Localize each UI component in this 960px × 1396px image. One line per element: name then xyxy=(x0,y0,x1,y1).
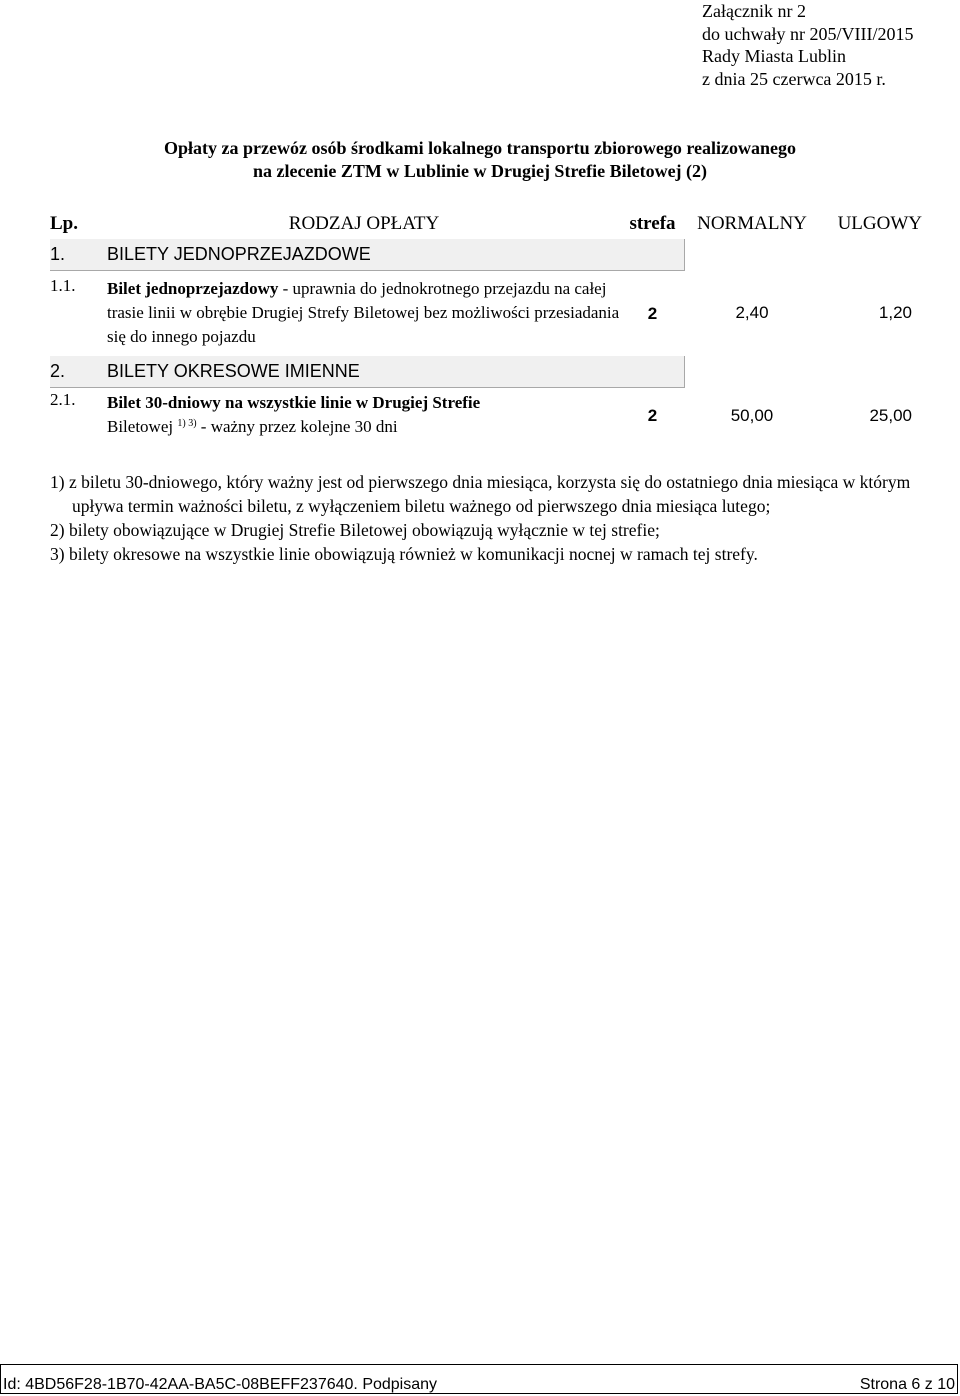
title-line-2: na zlecenie ZTM w Lublinie w Drugiej Strefie Biletowej (2) xyxy=(252,161,708,181)
item-number: 1.1. xyxy=(50,276,76,295)
attachment-header xyxy=(702,0,913,90)
page-footer xyxy=(0,1364,958,1394)
document-title xyxy=(0,137,960,183)
footnote-3: 3) bilety okresowe na wszystkie linie obowiązują również w komunikacji nocnej w ramach tej strefy. xyxy=(50,544,758,564)
section-row xyxy=(50,356,922,388)
footnote-reference: 1) 3) xyxy=(177,418,197,429)
fees-table xyxy=(50,208,922,444)
item-zone: 2 xyxy=(647,406,658,425)
signature-id: Id: 4BD56F28-1B70-42AA-BA5C-08BEFF237640. Podpisany xyxy=(3,1376,438,1393)
header-lp: Lp. xyxy=(50,212,78,234)
header-fee-type: RODZAJ OPŁATY xyxy=(288,212,440,234)
footnote-2: 2) bilety obowiązujące w Drugiej Strefie Biletowej obowiązują wyłącznie w tej strefie; xyxy=(50,520,660,540)
section-row xyxy=(50,239,922,271)
item-description xyxy=(107,271,621,357)
item-normal-price: 50,00 xyxy=(730,405,774,425)
item-reduced-price: 1,20 xyxy=(878,303,912,323)
section-zone-cell xyxy=(621,356,684,388)
item-detail-b: - ważny przez kolejne 30 dni xyxy=(196,417,398,436)
header-normal: NORMALNY xyxy=(697,212,807,234)
item-detail-a: Biletowej xyxy=(107,417,178,436)
section-empty-cell xyxy=(684,239,922,271)
item-name: Bilet jednoprzejazdowy xyxy=(107,279,279,298)
item-name: Bilet 30-dniowy na wszystkie linie w Drugiej Strefie xyxy=(107,393,481,412)
item-zone: 2 xyxy=(647,303,658,323)
section-label: BILETY OKRESOWE IMIENNE xyxy=(107,356,621,388)
item-description xyxy=(107,388,621,445)
header-reduced: ULGOWY xyxy=(837,212,922,234)
attachment-number: Załącznik nr 2 xyxy=(702,1,806,21)
item-detail: - uprawnia do jednokrotnego przejazdu na całej trasie linii w obrębie Drugiej Strefy Biletowej bez możliwości przesiadania się do innego pojazdu xyxy=(107,279,620,346)
resolution-number: do uchwały nr 205/VIII/2015 xyxy=(702,23,914,44)
page-number: Strona 6 z 10 xyxy=(859,1376,955,1393)
item-reduced-price: 25,00 xyxy=(869,405,912,425)
footnote-1: 1) z biletu 30-dniowego, który ważny jest od pierwszego dnia miesiąca, korzysta się do ostatniego dnia miesiąca w którym upływa termin ważności biletu, z wyłączeniem biletu ważnego od pierwszego dnia miesiąca lutego; xyxy=(50,472,911,516)
item-number: 2.1. xyxy=(50,390,76,409)
council-name: Rady Miasta Lublin xyxy=(702,46,846,66)
table-row xyxy=(50,271,922,357)
item-normal-price: 2,40 xyxy=(735,303,769,323)
section-label: BILETY JEDNOPRZEJAZDOWE xyxy=(107,239,621,271)
resolution-date: z dnia 25 czerwca 2015 r. xyxy=(702,68,886,89)
section-zone-cell xyxy=(621,239,684,271)
footnotes xyxy=(50,470,930,566)
section-empty-cell xyxy=(684,356,922,388)
table-row xyxy=(50,388,922,445)
section-number: 1. xyxy=(50,239,107,271)
header-zone: strefa xyxy=(629,212,676,234)
section-number: 2. xyxy=(50,356,107,388)
table-header-row xyxy=(50,208,922,239)
title-line-1: Opłaty za przewóz osób środkami lokalnego transportu zbiorowego realizowanego xyxy=(164,138,796,158)
